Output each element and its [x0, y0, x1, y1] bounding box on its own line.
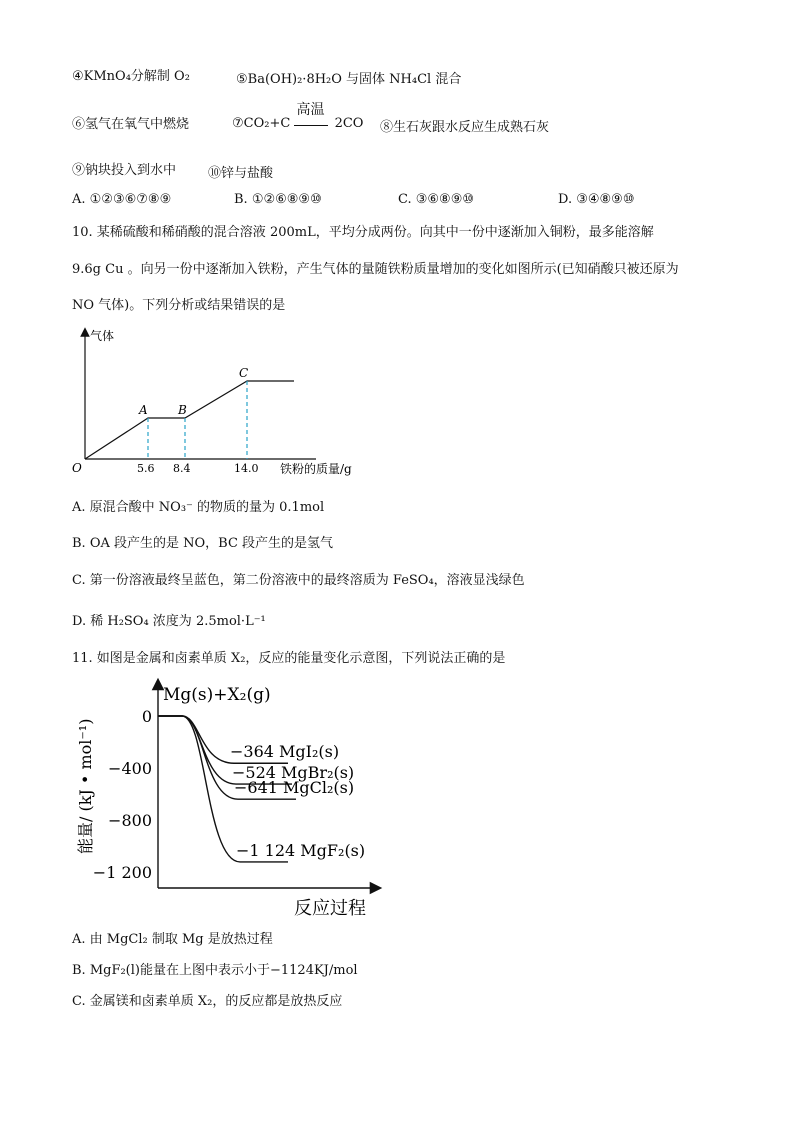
q9-item-9: [72, 162, 176, 180]
q11-option-b[interactable]: [72, 962, 358, 980]
q10-point-c: C: [239, 366, 249, 380]
q9-item-7-equal-line: [294, 125, 328, 126]
q11-option-a[interactable]: [72, 931, 273, 949]
q10-point-b: B: [178, 403, 187, 417]
q10-tick-8-4: 8.4: [173, 462, 191, 475]
q9-item-7: [232, 102, 364, 134]
q11-y-ticks: [93, 707, 152, 882]
q9-option-c[interactable]: [398, 192, 474, 207]
q10-option-c-text: C. 第一份溶液最终呈蓝色，第二份溶液中的最终溶质为 FeSO₄，溶液显浅绿色: [72, 573, 525, 588]
q11-stem: [72, 650, 505, 668]
q11-option-c[interactable]: [72, 993, 342, 1011]
q11-option-c-text: C. 金属镁和卤素单质 X₂，的反应都是放热反应: [72, 994, 343, 1009]
q11-x-label: 反应过程: [294, 898, 366, 919]
q10-gas-chart: [68, 326, 388, 481]
q9-option-a-label: A. ①②③⑥⑦⑧⑨: [72, 192, 172, 207]
q11-option-b-text: B. MgF₂(l)能量在上图中表示小于−1124KJ/mol: [72, 963, 358, 978]
q10-x-label: 铁粉的质量/g: [280, 462, 352, 476]
q11-y-label: 能量/ (kJ • mol⁻¹): [76, 718, 95, 854]
q9-item-7-condition: 高温: [296, 102, 325, 118]
q9-item-6: [72, 116, 189, 134]
q11-series-label: −1 124 MgF₂(s): [236, 840, 366, 860]
q10-option-a-text: A. 原混合酸中 NO₃⁻ 的物质的量为 0.1mol: [72, 500, 325, 515]
q9-item-8: [380, 116, 549, 135]
q10-stem-line-1: [72, 224, 654, 242]
q11-ytick-label: −800: [108, 810, 152, 830]
q10-option-c[interactable]: [72, 572, 525, 590]
q10-option-b[interactable]: [72, 535, 333, 553]
q11-ytick-label: −1 200: [92, 862, 152, 882]
q11-series-label: −641 MgCl₂(s): [234, 778, 355, 798]
q11-ytick-label: 0: [141, 707, 152, 726]
q10-stem-line-3: [72, 297, 285, 315]
q10-origin-label: O: [72, 461, 82, 475]
q10-tick-14-0: 14.0: [234, 462, 259, 475]
q10-option-d[interactable]: [72, 613, 266, 631]
q10-tick-5-6: 5.6: [137, 462, 155, 475]
q9-item-9-text: ⑨钠块投入到水中: [72, 163, 177, 178]
q9-item-7-reactants: ⑦CO₂+C: [232, 116, 291, 131]
q9-item-5-text: ⑤Ba(OH)₂·8H₂O 与固体 NH₄Cl 混合: [236, 72, 462, 87]
q10-stem-line-1-text: 10. 某稀硫酸和稀硝酸的混合溶液 200mL，平均分成两份。向其中一份中逐渐加入铜粉，最多能溶解: [72, 225, 654, 240]
q10-option-b-text: B. OA 段产生的是 NO，BC 段产生的是氢气: [72, 536, 334, 551]
q9-item-5: [236, 68, 461, 87]
q11-ytick-label: −400: [108, 758, 152, 778]
q10-stem-line-2-text: 9.6g Cu 。向另一份中逐渐加入铁粉，产生气体的量随铁粉质量增加的变化如图所示(已知硝酸只被还原为: [72, 262, 679, 277]
q9-item-4-text: ④KMnO₄分解制 O₂: [72, 69, 190, 84]
q10-y-label: 气体: [90, 329, 115, 343]
q10-option-d-text: D. 稀 H₂SO₄ 浓度为 2.5mol·L⁻¹: [72, 614, 266, 629]
q11-chart-title: Mg(s)+X₂(g): [163, 685, 271, 705]
q9-item-10-text: ⑩锌与盐酸: [208, 166, 274, 181]
q10-stem-line-3-text: NO 气体)。下列分析或结果错误的是: [72, 298, 286, 313]
q11-option-a-text: A. 由 MgCl₂ 制取 Mg 是放热过程: [72, 932, 273, 947]
q9-option-a[interactable]: [72, 192, 171, 207]
q9-option-d-label: D. ③④⑧⑨⑩: [558, 192, 635, 207]
q9-option-d[interactable]: [558, 192, 635, 207]
q9-option-c-label: C. ③⑥⑧⑨⑩: [398, 192, 475, 207]
q11-series-labels: [230, 742, 365, 860]
q10-stem-line-2: [72, 261, 679, 279]
q11-stem-text: 11. 如图是金属和卤素单质 X₂，反应的能量变化示意图，下列说法正确的是: [72, 651, 506, 666]
q9-item-7-product: 2CO: [334, 116, 364, 131]
q9-item-7-arrow: [294, 102, 330, 134]
q11-energy-chart: [70, 676, 390, 922]
q10-option-a[interactable]: [72, 499, 324, 517]
q10-point-a: A: [139, 403, 148, 417]
q11-series-label: −364 MgI₂(s): [230, 742, 340, 762]
q9-option-b-label: B. ①②⑥⑧⑨⑩: [234, 192, 322, 207]
q11-series-label: −524 MgBr₂(s): [232, 763, 355, 783]
q9-item-6-text: ⑥氢气在氧气中燃烧: [72, 117, 190, 132]
q9-item-8-text: ⑧生石灰跟水反应生成熟石灰: [380, 120, 550, 135]
q9-item-4: [72, 68, 190, 86]
q10-gas-curve: [85, 381, 294, 459]
q9-item-10: [208, 162, 273, 181]
q9-option-b[interactable]: [234, 192, 322, 207]
